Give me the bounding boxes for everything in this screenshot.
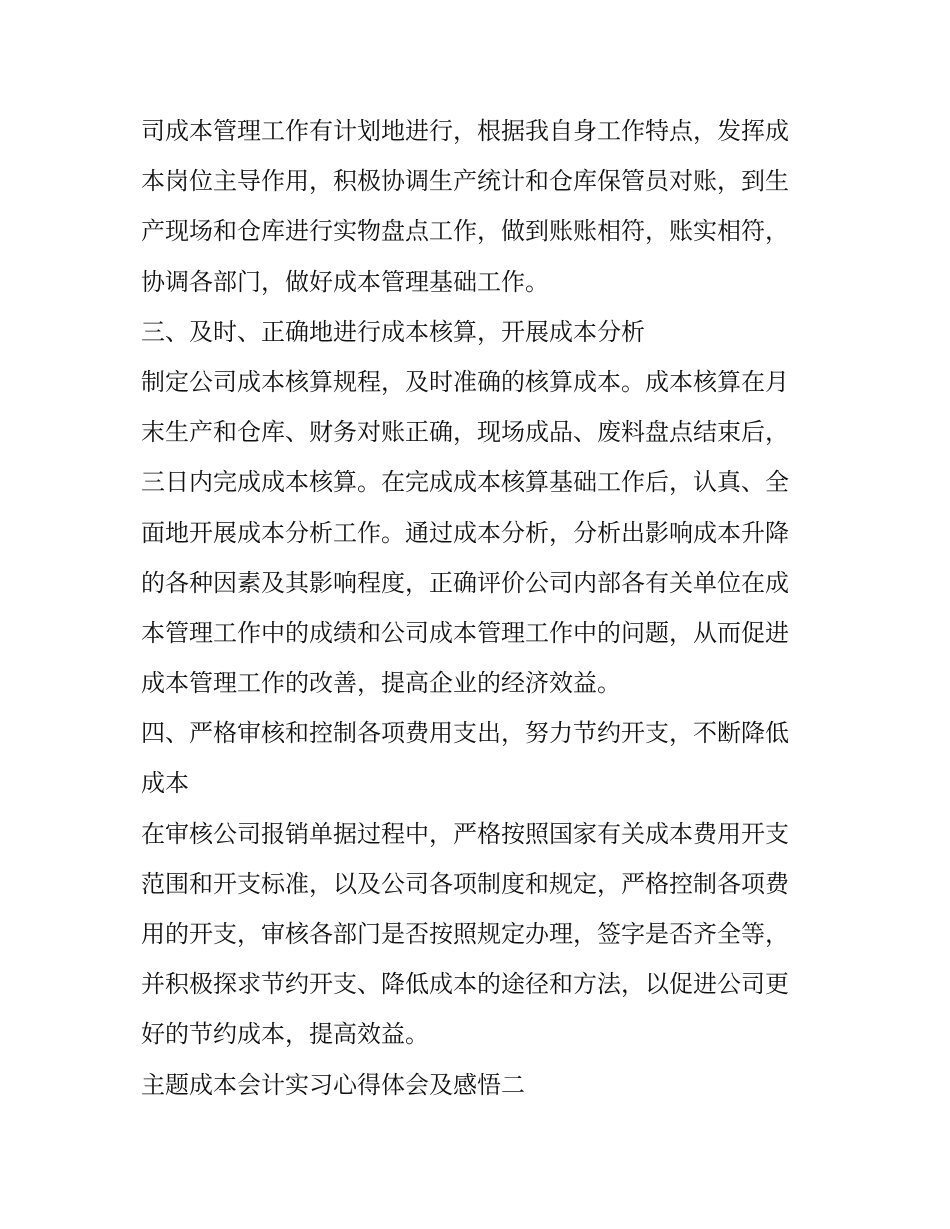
document-body <box>141 106 816 1110</box>
text-line: 本管理工作中的成绩和公司成本管理工作中的问题，从而促进 <box>141 618 789 647</box>
text-line: 的各种因素及其影响程度，正确评价公司内部各有关单位在成 <box>141 568 789 597</box>
text-line: 末生产和仓库、财务对账正确，现场成品、废料盘点结束后， <box>141 418 789 447</box>
text-line: 并积极探求节约开支、降低成本的途径和方法，以促进公司更 <box>141 970 789 999</box>
text-line: 协调各部门，做好成本管理基础工作。 <box>141 267 549 296</box>
section-heading-4-continued: 成本 <box>141 769 189 798</box>
text-line: 制定公司成本核算规程，及时准确的核算成本。成本核算在月 <box>141 367 789 396</box>
text-line: 在审核公司报销单据过程中，严格按照国家有关成本费用开支 <box>141 819 789 848</box>
text-line: 三日内完成成本核算。在完成成本核算基础工作后，认真、全 <box>141 468 789 497</box>
topic-heading: 主题成本会计实习心得体会及感悟二 <box>141 1070 525 1099</box>
text-line: 好的节约成本，提高效益。 <box>141 1020 429 1049</box>
text-line: 范围和开支标准，以及公司各项制度和规定，严格控制各项费 <box>141 869 789 898</box>
text-line: 面地开展成本分析工作。通过成本分析，分析出影响成本升降 <box>141 518 789 547</box>
text-line: 司成本管理工作有计划地进行，根据我自身工作特点，发挥成 <box>141 117 789 145</box>
text-line: 本岗位主导作用，积极协调生产统计和仓库保管员对账，到生 <box>141 167 789 196</box>
section-heading-4: 四、严格审核和控制各项费用支出，努力节约开支，不断降低 <box>141 719 789 748</box>
text-line: 产现场和仓库进行实物盘点工作，做到账账相符，账实相符， <box>141 217 789 246</box>
section-heading-3: 三、及时、正确地进行成本核算，开展成本分析 <box>141 317 645 346</box>
text-line: 成本管理工作的改善，提高企业的经济效益。 <box>141 669 621 698</box>
text-line: 用的开支，审核各部门是否按照规定办理，签字是否齐全等， <box>141 920 789 948</box>
